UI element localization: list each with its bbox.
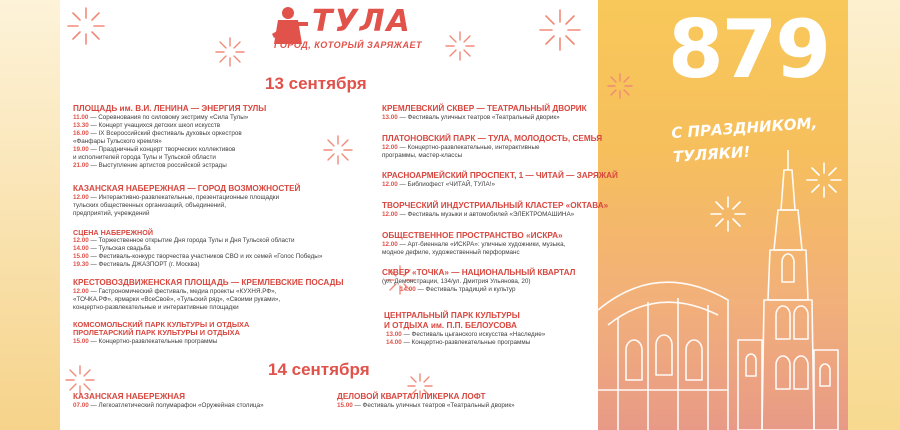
event-line-continued: предприятий, учреждений <box>73 210 150 217</box>
venue-komsomolsky-proletarsky-parks <box>73 320 373 346</box>
venue-kremlin-square <box>382 104 682 122</box>
event-line: 16.00 — IX Всероссийский фестиваль духовых оркестров <box>73 130 242 137</box>
event-line: 14.00 — Тульская свадьба <box>73 245 151 252</box>
firework-icon <box>446 32 474 60</box>
event-line: 12.00 — Арт-биеннале «ИСКРА»: уличные художники, музыка, <box>382 241 566 248</box>
event-line-continued: «ТОЧКА.РФ», ярмарки «ВсеСвоё», «Тульский ряд», «Своими руками», <box>73 296 281 303</box>
date-heading-day2: 14 сентября <box>268 360 370 379</box>
event-line: 07.00 — Легкоатлетический полумарафон «Оружейная столица» <box>73 402 264 409</box>
venue-kazan-embankment <box>73 184 373 218</box>
event-line: 19.30 — Фестиваль ДЖАЗПОРТ (г. Москва) <box>73 261 200 268</box>
venue-title: КРАСНОАРМЕЙСКИЙ ПРОСПЕКТ, 1 — ЧИТАЙ — ЗАРЯЖАЙ <box>382 171 618 180</box>
venue-title: ОБЩЕСТВЕННОЕ ПРОСТРАНСТВО «ИСКРА» <box>382 231 563 240</box>
event-line-continued: «Фанфары Тульского кремля» <box>73 138 162 145</box>
venue-title: ЦЕНТРАЛЬНЫЙ ПАРК КУЛЬТУРЫ <box>384 311 520 320</box>
event-line: 12.00 — Гастрономический фестиваль, медиа проекты «КУХНЯ.РФ», <box>73 288 277 295</box>
date-heading-day1: 13 сентября <box>265 74 367 93</box>
venue-title: КРЕСТОВОЗДВИЖЕНСКАЯ ПЛОЩАДЬ — КРЕМЛЕВСКИЕ ПОСАДЫ <box>73 278 344 287</box>
event-line: 15.00 — Концертно-развлекательные программы <box>73 338 218 345</box>
firework-icon <box>216 38 244 66</box>
greeting-line: ТУЛЯКИ! <box>672 142 751 167</box>
venue-title: ПРОЛЕТАРСКИЙ ПАРК КУЛЬТУРЫ И ОТДЫХА <box>73 328 240 337</box>
event-line: 12.00 — Концертно-развлекательные, интерактивные <box>382 144 540 151</box>
left-margin <box>0 0 60 430</box>
venue-day2-kazan-embankment <box>73 392 373 410</box>
venue-title: КОМСОМОЛЬСКИЙ ПАРК КУЛЬТУРЫ И ОТДЫХА <box>73 320 250 329</box>
event-line: 19.00 — Праздничный концерт творческих коллективов <box>73 146 236 153</box>
event-line: 13.30 — Концерт учащихся детских школ искусств <box>73 122 221 129</box>
event-line: 15.00 — Фестиваль уличных театров «Театральный дворик» <box>337 402 515 409</box>
firework-icon <box>540 10 580 50</box>
event-line: 11.00 — Соревнования по силовому экстриму «Сила Тулы» <box>73 114 249 121</box>
venue-title: И ОТДЫХА им. П.П. БЕЛОУСОВА <box>384 321 517 330</box>
event-line: 12.00 — Интерактивно-развлекательные, презентационные площадки <box>73 194 280 201</box>
firework-icon <box>608 74 632 98</box>
anniversary-number: 879 <box>668 3 829 96</box>
event-line: 12.00 — Торжественное открытие Дня города Тулы и Дня Тульской области <box>73 237 295 244</box>
logo-title: ТУЛА <box>312 4 412 39</box>
event-line: 12.00 — Библиофест «ЧИТАЙ, ТУЛА!» <box>382 181 496 188</box>
venue-title: ТВОРЧЕСКИЙ ИНДУСТРИАЛЬНЫЙ КЛАСТЕР «ОКТАВА» <box>382 201 609 210</box>
venue-lenin-square <box>73 104 373 170</box>
venue-krestovozdvizhenskaya-square <box>73 278 373 312</box>
greeting-line: С ПРАЗДНИКОМ, <box>670 113 818 143</box>
right-margin <box>848 0 900 430</box>
event-line-continued: тульских общественных организаций, объединений, <box>73 202 226 209</box>
event-line: 14.00 — Концертно-развлекательные программы <box>386 339 531 346</box>
event-line: 12.00 — Фестиваль музыки и автомобилей «ЭЛЕКТРОМАШИНА» <box>382 211 575 218</box>
event-line: 15.00 — Фестиваль-конкурс творчества участников СВО и их семей «Голос Победы» <box>73 253 323 260</box>
event-line-continued: и исполнителей города Тулы и Тульской области <box>73 154 216 161</box>
venue-title: КАЗАНСКАЯ НАБЕРЕЖНАЯ <box>73 392 186 401</box>
event-line: 14.00 — Фестиваль традиций и культур <box>400 286 516 293</box>
venue-title: КАЗАНСКАЯ НАБЕРЕЖНАЯ — ГОРОД ВОЗМОЖНОСТЕЙ <box>73 184 301 193</box>
venue-title: ДЕЛОВОЙ КВАРТАЛ ЛИКЕРКА ЛОФТ <box>337 392 486 401</box>
venue-address: (ул. Демонстрации, 134/ул. Дмитрия Ульянова, 20) <box>382 278 531 285</box>
firework-icon <box>66 366 94 394</box>
venue-title: ПЛОЩАДЬ им. В.И. ЛЕНИНА — ЭНЕРГИЯ ТУЛЫ <box>73 104 267 113</box>
kremlin-bell-tower-illustration <box>598 150 848 430</box>
venue-subtitle: СЦЕНА НАБЕРЕЖНОЙ <box>73 228 153 237</box>
event-line: 13.00 — Фестиваль цыганского искусства «Наследие» <box>386 331 546 338</box>
venue-title: СКВЕР «ТОЧКА» — НАЦИОНАЛЬНЫЙ КВАРТАЛ <box>382 268 576 277</box>
venue-embankment-stage <box>73 228 373 269</box>
event-line: 13.00 — Фестиваль уличных театров «Театральный дворик» <box>382 114 560 121</box>
event-line-continued: концертно-развлекательные и интерактивные площадки <box>73 304 239 311</box>
venue-title: КРЕМЛЕВСКИЙ СКВЕР — ТЕАТРАЛЬНЫЙ ДВОРИК <box>382 104 587 113</box>
venue-day2-likerka-loft <box>337 392 637 410</box>
venue-title: ПЛАТОНОВСКИЙ ПАРК — ТУЛА, МОЛОДОСТЬ, СЕМЬЯ <box>382 134 603 143</box>
event-line-continued: модное дефиле, художественный перформанс <box>382 249 520 256</box>
firework-icon <box>68 8 104 44</box>
logo-subtitle: ГОРОД, КОТОРЫЙ ЗАРЯЖАЕТ <box>274 40 423 50</box>
tula-logo <box>268 4 423 54</box>
event-line-continued: программы, мастер-классы <box>382 152 463 159</box>
event-line: 21.00 — Выступление артистов российской эстрады <box>73 162 227 169</box>
